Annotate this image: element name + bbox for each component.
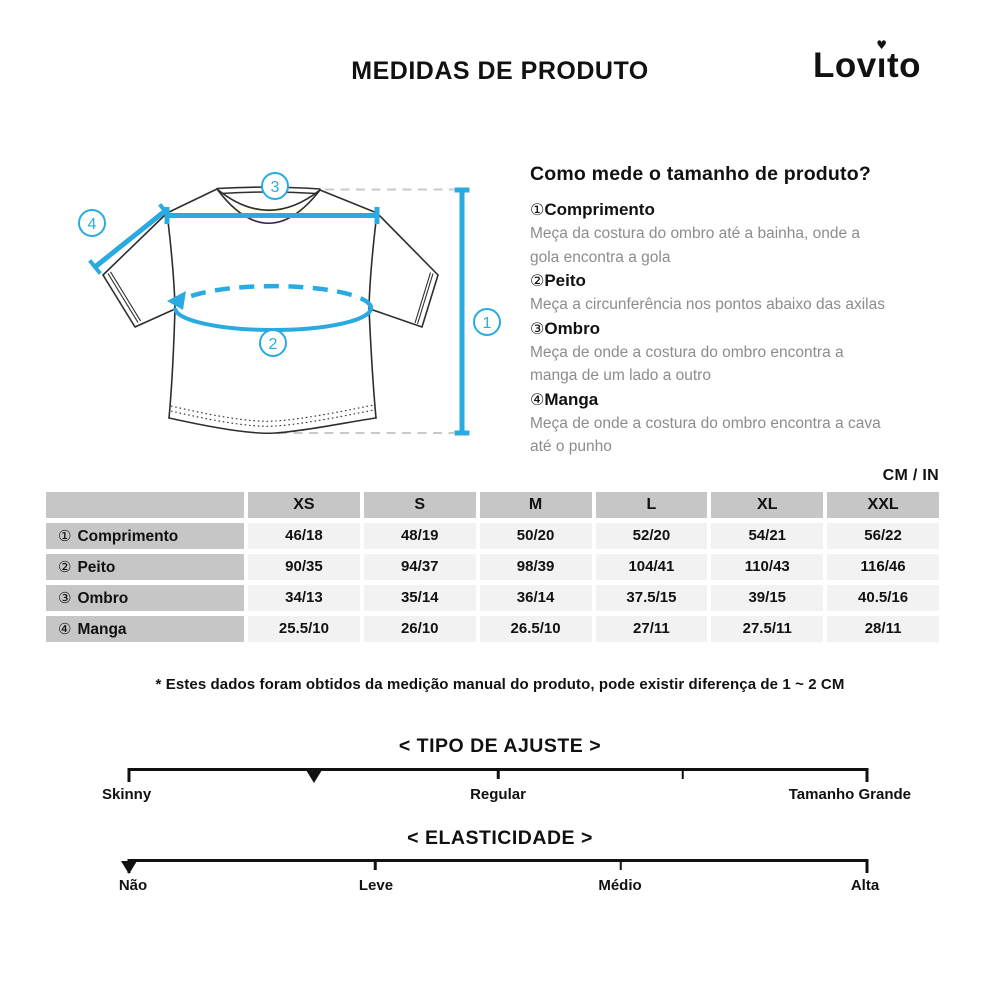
- elasticity-label-alta: Alta: [850, 877, 880, 894]
- logo-text-pre: Lov: [813, 46, 877, 85]
- fit-label-regular: Regular: [470, 786, 526, 803]
- page-title: MEDIDAS DE PRODUTO: [351, 57, 649, 85]
- table-cell: 36/14: [480, 585, 592, 611]
- column-header-l: L: [596, 492, 708, 518]
- table-cell: 26/10: [364, 616, 476, 642]
- guide-item-desc: Meça a circunferência nos pontos abaixo das axilas: [530, 296, 885, 313]
- circled-number: ③: [58, 589, 72, 607]
- units-label: CM / IN: [882, 467, 939, 484]
- circled-number: ②: [530, 271, 545, 290]
- callout-2: 2: [268, 336, 278, 353]
- row-label-peito: ② Peito: [46, 554, 244, 580]
- tshirt-outline: [103, 187, 438, 433]
- table-cell: 110/43: [711, 554, 823, 580]
- guide-item-peito: [530, 269, 970, 317]
- table-cell: 52/20: [596, 523, 708, 549]
- callout-3: 3: [270, 179, 280, 196]
- scale-tick: [374, 859, 377, 870]
- scale-tick: [497, 768, 500, 779]
- table-cell: 27.5/11: [711, 616, 823, 642]
- size-table: [46, 492, 939, 642]
- table-corner-cell: [46, 492, 244, 518]
- circled-number: ①: [530, 200, 545, 219]
- table-cell: 98/39: [480, 554, 592, 580]
- guide-item-desc: gola encontra a gola: [530, 248, 671, 266]
- guide-item-manga: [530, 388, 970, 459]
- circled-number: ③: [530, 318, 545, 338]
- measurement-guide: [530, 163, 970, 459]
- circled-number: ④: [58, 620, 72, 638]
- table-cell: 50/20: [480, 523, 592, 549]
- guide-item-desc: Meça da costura do ombro até a bainha, onde a: [530, 225, 861, 242]
- table-cell: 25.5/10: [248, 616, 360, 642]
- guide-item-desc: até o punho: [530, 438, 612, 455]
- callout-1: 1: [482, 315, 492, 332]
- table-cell: 34/13: [248, 585, 360, 611]
- elasticity-scale-track: [129, 859, 867, 862]
- fit-scale-track: [129, 768, 867, 771]
- elasticity-label-leve: Leve: [358, 877, 394, 894]
- table-cell: 40.5/16: [827, 585, 939, 611]
- guide-item-desc: Meça de onde a costura do ombro encontra a: [530, 343, 844, 361]
- table-cell: 90/35: [248, 554, 360, 580]
- table-cell: 35/14: [364, 585, 476, 611]
- chest-measure-ellipse-top: [186, 286, 371, 308]
- elasticity-scale-marker-icon: [121, 861, 137, 874]
- guide-item-comprimento: [530, 198, 970, 269]
- circled-number: ①: [58, 527, 72, 545]
- table-cell: 54/21: [711, 523, 823, 549]
- measurement-marks: [87, 190, 470, 433]
- scale-tick: [128, 768, 131, 782]
- tshirt-measurement-diagram: [55, 145, 515, 475]
- callout-4: 4: [87, 216, 97, 233]
- table-cell: 116/46: [827, 554, 939, 580]
- circled-number: ②: [58, 558, 72, 576]
- column-header-xl: XL: [711, 492, 823, 518]
- column-header-xxl: XXL: [827, 492, 939, 518]
- table-cell: 104/41: [596, 554, 708, 580]
- fit-scale-labels: [0, 786, 1000, 806]
- row-label-ombro: ③ Ombro: [46, 585, 244, 611]
- fit-scale-title: < TIPO DE AJUSTE >: [398, 735, 602, 757]
- table-cell: 26.5/10: [480, 616, 592, 642]
- scale-tick: [619, 859, 622, 870]
- table-cell: 39/15: [711, 585, 823, 611]
- guide-item-label: Peito: [544, 271, 586, 290]
- elasticity-scale-labels: [0, 877, 1000, 897]
- fit-label-tamanho-grande: Tamanho Grande: [788, 786, 911, 803]
- guide-item-desc: manga de um lado a outro: [530, 367, 711, 384]
- scale-tick: [866, 768, 869, 782]
- guide-item-desc: Meça de onde a costura do ombro encontra a cava: [530, 414, 881, 432]
- table-cell: 48/19: [364, 523, 476, 549]
- table-cell: 56/22: [827, 523, 939, 549]
- table-cell: 46/18: [248, 523, 360, 549]
- elasticity-scale-title: < ELASTICIDADE >: [407, 827, 593, 849]
- guide-item-ombro: [530, 317, 970, 388]
- table-cell: 37.5/15: [596, 585, 708, 611]
- table-cell: 94/37: [364, 554, 476, 580]
- guide-heading: Como mede o tamanho de produto?: [530, 163, 871, 185]
- scale-tick: [681, 768, 684, 779]
- column-header-m: M: [480, 492, 592, 518]
- logo-text-post: to: [886, 46, 922, 85]
- column-header-s: S: [364, 492, 476, 518]
- guide-item-label: Manga: [544, 389, 599, 409]
- table-cell: 28/11: [827, 616, 939, 642]
- logo-heart-dot-i: ♥ ı: [877, 46, 887, 86]
- elasticity-label-medio: Médio: [598, 877, 642, 894]
- chest-measure-arrowhead: [167, 291, 186, 310]
- chest-measure-ellipse-bottom: [175, 308, 371, 330]
- column-header-xs: XS: [248, 492, 360, 518]
- fit-label-skinny: Skinny: [102, 786, 152, 803]
- row-label-comprimento: ① Comprimento: [46, 523, 244, 549]
- lovito-logo: [813, 46, 921, 86]
- scale-tick: [866, 859, 869, 873]
- elasticity-label-nao: Não: [118, 877, 148, 894]
- measurement-disclaimer: * Estes dados foram obtidos da medição manual do produto, pode existir diferença de 1 ~ 2 CM: [155, 676, 845, 693]
- guide-item-label: Comprimento: [544, 200, 655, 219]
- row-label-manga: ④ Manga: [46, 616, 244, 642]
- fit-scale-marker-icon: [306, 770, 322, 783]
- guide-item-label: Ombro: [544, 318, 601, 338]
- circled-number: ④: [530, 389, 545, 409]
- table-cell: 27/11: [596, 616, 708, 642]
